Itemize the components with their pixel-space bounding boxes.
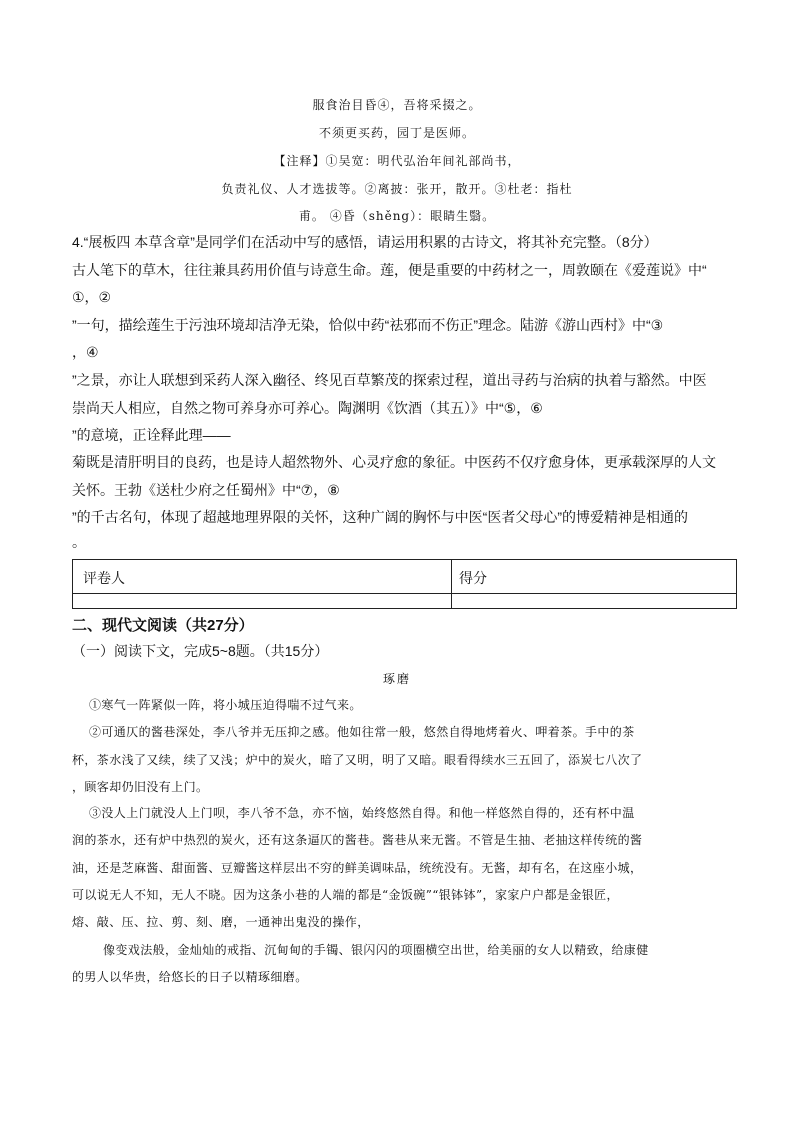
question-4-text: ”的意境，正诠释此理—— [72, 427, 231, 443]
table-divider [73, 593, 736, 594]
table-divider [451, 560, 452, 608]
question-4-text: 菊既是清肝明目的良药，也是诗人超然物外、心灵疗愈的象征。中医药不仅疗愈身体，更承载深厚的人文 [72, 454, 716, 470]
poem-line: 服食治目昏④，吾将采掇之。 [312, 98, 482, 112]
question-4-text: 。 [72, 534, 86, 550]
section-subheading: （一）阅读下文，完成5~8题。（共15分） [72, 643, 329, 659]
question-4-text: 关怀。王勃《送杜少府之任蜀州》中“⑦，⑧ [72, 482, 340, 498]
article-paragraph: 熔、敲、压、拉、剪、刻、磨，一通神出鬼没的操作， [72, 915, 370, 929]
question-4-text: 崇尚天人相应，自然之物可养身亦可养心。陶渊明《饮酒（其五）》中“⑤，⑥ [72, 400, 543, 416]
article-paragraph: 的男人以华贵，给悠长的日子以精琢细磨。 [72, 970, 308, 984]
question-4-text: ”一句，描绘莲生于污浊环境却洁净无染，恰似中药“祛邪而不伤正”理念。陆游《游山西村》中“③ [72, 317, 664, 333]
question-4-blank: ①，② [72, 289, 112, 305]
article-paragraph: 油，还是芝麻酱、甜面酱、豆瓣酱这样层出不穷的鲜美调味品，统统没有。无酱，却有名，在这座小城， [72, 861, 643, 875]
question-4-text: 古人笔下的草木，往往兼具药用价值与诗意生命。莲，便是重要的中药材之一，周敦颐在《爱莲说》中“ [72, 262, 707, 278]
article-paragraph: ①寒气一阵紧似一阵，将小城压迫得喘不过气来。 [89, 698, 362, 712]
score-label: 得分 [459, 570, 487, 586]
article-paragraph: ③没人上门就没人上门呗，李八爷不急，亦不恼，始终悠然自得。和他一样悠然自得的，还有杯中温 [89, 806, 635, 820]
question-4-blank: ，④ [72, 344, 99, 360]
poem-note: 【注释】①吴宽：明代弘治年间礼部尚书， [273, 154, 521, 168]
article-paragraph: 润的茶水，还有炉中热烈的炭火，还有这条逼仄的酱巷。酱巷从来无酱。不管是生抽、老抽这样传统的酱 [72, 833, 643, 847]
article-paragraph: ②可通仄的酱巷深处，李八爷并无压抑之感。他如往常一般，悠然自得地烤着火、呷着茶。手中的茶 [89, 725, 635, 739]
article-title: 琢磨 [382, 672, 411, 686]
article-paragraph: ，顾客却仍旧没有上门。 [72, 780, 209, 794]
article-paragraph: 可以说无人不知，无人不晓。因为这条小巷的人端的都是“金饭碗”“银钵钵”，家家户户都是金银匠， [72, 888, 619, 902]
grader-label: 评卷人 [83, 570, 125, 586]
section-heading: 二、现代文阅读（共27分） [72, 617, 254, 634]
poem-note: 甫。 ④昏（shěng）：眼睛生翳。 [298, 209, 496, 223]
question-4-prompt: 4.“展板四 本草含章”是同学们在活动中写的感悟，请运用积累的古诗文，将其补充完整。（8分） [72, 234, 658, 250]
question-4-text: ”的千古名句，体现了超越地理界限的关怀，这种广阔的胸怀与中医“医者父母心”的博爱精神是相通的 [72, 509, 688, 525]
article-paragraph: 杯，茶水浅了又续，续了又浅；炉中的炭火，暗了又明，明了又暗。眼看得续水三五回了，添炭七八次了 [72, 753, 643, 767]
question-4-text: ”之景，亦让人联想到采药人深入幽径、终见百草繁茂的探索过程，道出寻药与治病的执着与豁然。中医 [72, 372, 707, 388]
poem-note: 负责礼仪、人才选拔等。②离披：张开，散开。③杜老：指杜 [221, 182, 573, 196]
poem-line: 不须更买药，园丁是医师。 [318, 126, 475, 140]
article-paragraph: 像变戏法般，金灿灿的戒指、沉甸甸的手镯、银闪闪的项圈横空出世，给美丽的女人以精致，给康健 [103, 943, 649, 957]
score-table [72, 559, 737, 609]
